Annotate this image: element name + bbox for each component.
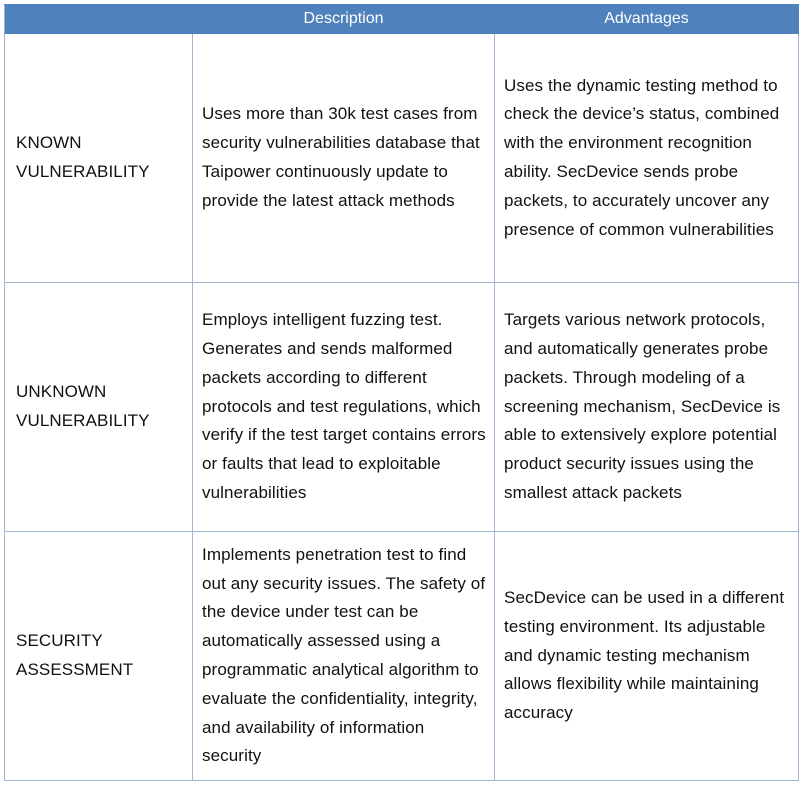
table-row [5,532,799,781]
row-advantages: Targets various network protocols, and automatically generates probe packets. Through modeling of a screening mechanism, SecDevice is able to extensively explore potential product security issues using the smallest attack packets [495,283,799,532]
row-advantages: SecDevice can be used in a different testing environment. Its adjustable and dynamic testing mechanism allows flexibility while maintaining accuracy [495,532,799,781]
row-description: Employs intelligent fuzzing test. Generates and sends malformed packets according to different protocols and test regulations, which verify if the test target contains errors or faults that lead to exploitable vulnerabilities [193,283,495,532]
row-name: KNOWN VULNERABILITY [5,34,193,283]
row-description: Uses more than 30k test cases from security vulnerabilities database that Taipower continuously update to provide the latest attack methods [193,34,495,283]
table-row [5,34,799,283]
header-advantages: Advantages [495,5,799,34]
row-description: Implements penetration test to find out any security issues. The safety of the device under test can be automatically assessed using a programmatic analytical algorithm to evaluate the confidentiality, integrity, and availability of information security [193,532,495,781]
row-name: SECURITY ASSESSMENT [5,532,193,781]
header-row [5,5,799,34]
header-description: Description [193,5,495,34]
table-row [5,283,799,532]
row-advantages: Uses the dynamic testing method to check the device’s status, combined with the environment recognition ability. SecDevice sends probe packets, to accurately uncover any presence of common vulnerabilities [495,34,799,283]
header-empty-cell [5,5,193,34]
comparison-table [4,4,799,781]
row-name: UNKNOWN VULNERABILITY [5,283,193,532]
